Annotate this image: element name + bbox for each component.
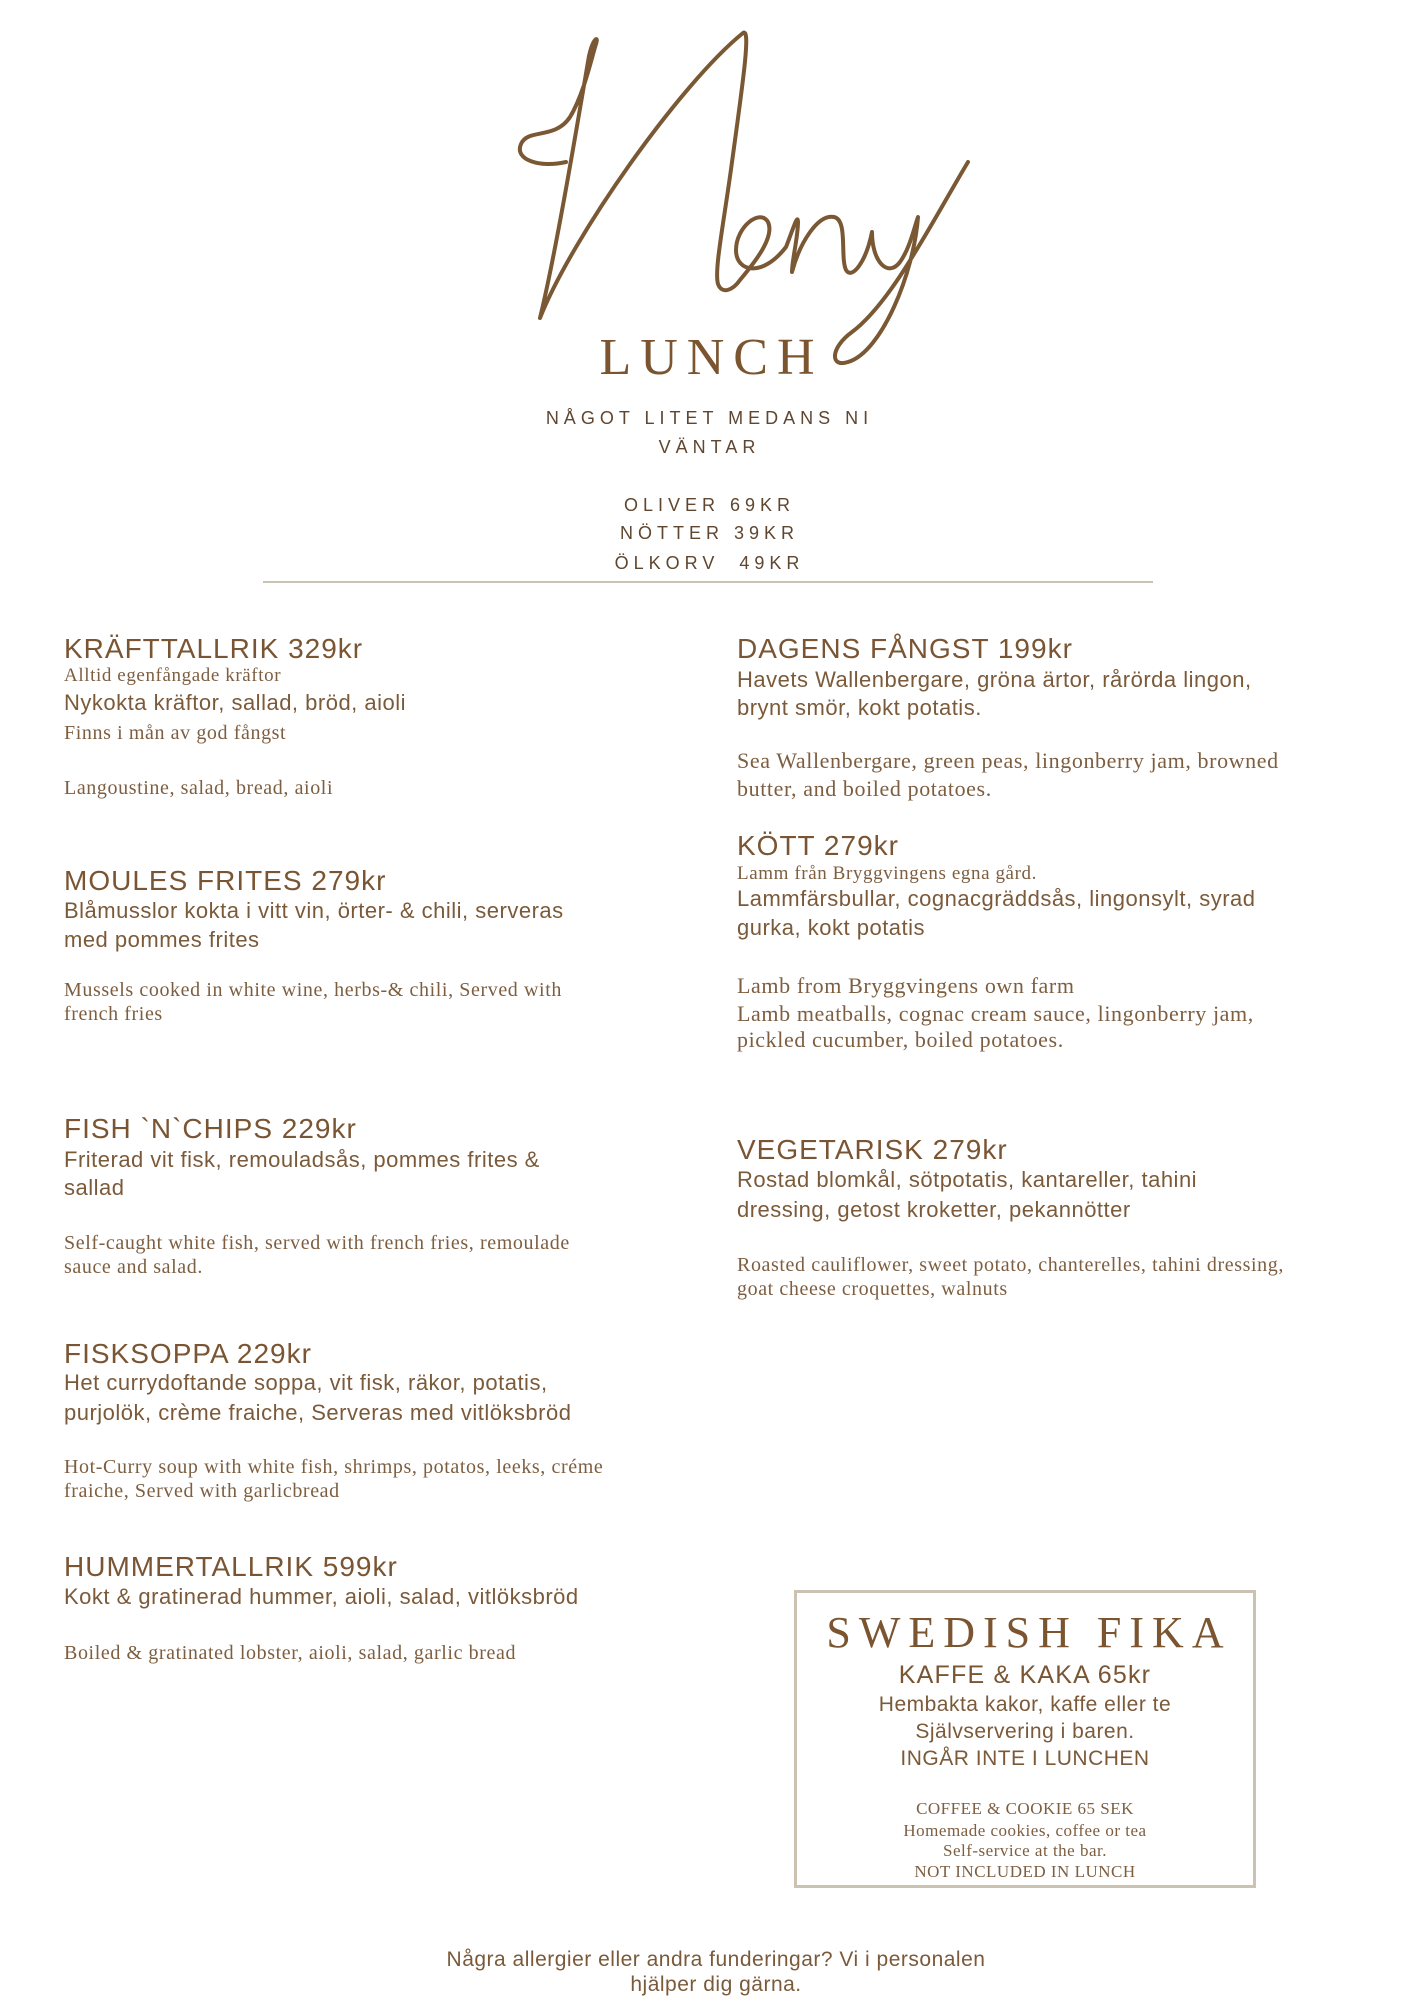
menu-item-description-en: Mussels cooked in white wine, herbs-& chili, Served with <box>64 979 562 1001</box>
snack-item: NÖTTER 39KR <box>619 523 800 543</box>
menu-item-description-en: Langoustine, salad, bread, aioli <box>64 777 334 799</box>
swedish-fika-box <box>794 1590 1256 1888</box>
menu-item-heading: MOULES FRITES 279kr <box>64 865 387 896</box>
menu-item-heading: DAGENS FÅNGST 199kr <box>737 633 1073 664</box>
fika-description-en: Self-service at the bar. <box>943 1841 1107 1860</box>
menu-item-description-en: Roasted cauliflower, sweet potato, chanterelles, tahini dressing, <box>737 1254 1284 1276</box>
menu-item-description-en: butter, and boiled potatoes. <box>737 776 992 801</box>
menu-item-description-en: fraiche, Served with garlicbread <box>64 1480 340 1502</box>
meny-script-logo <box>500 22 1000 374</box>
menu-item-description-en: Hot-Curry soup with white fish, shrimps, potatos, leeks, créme <box>64 1456 604 1478</box>
menu-item-description-sv: Kokt & gratinerad hummer, aioli, salad, vitlöksbröd <box>64 1584 579 1609</box>
menu-item-vegetarisk <box>737 1134 1377 1304</box>
menu-item-description-sv: sallad <box>64 1175 125 1200</box>
menu-item-hummertallrik <box>64 1551 684 1667</box>
menu-item-description-en: french fries <box>64 1003 163 1025</box>
menu-item-description-sv: med pommes frites <box>64 927 260 952</box>
menu-item-heading: HUMMERTALLRIK 599kr <box>64 1551 398 1582</box>
menu-item-description-sv: Friterad vit fisk, remouladsås, pommes frites & <box>64 1147 540 1172</box>
fika-description-en: COFFEE & COOKIE 65 SEK <box>916 1799 1134 1818</box>
menu-item-description-en: goat cheese croquettes, walnuts <box>737 1278 1008 1300</box>
snack-item: OLIVER 69KR <box>623 495 796 515</box>
fika-title: SWEDISH FIKA <box>826 1608 1232 1657</box>
menu-item-heading: FISKSOPPA 229kr <box>64 1338 312 1369</box>
meny-script-stroke <box>520 33 968 364</box>
menu-item-heading: VEGETARISK 279kr <box>737 1134 1008 1165</box>
menu-item-description-en: Lamb meatballs, cognac cream sauce, lingonberry jam, <box>737 1001 1254 1026</box>
menu-item-description-sv: Nykokta kräftor, sallad, bröd, aioli <box>64 690 407 715</box>
menu-item-description-sv: gurka, kokt potatis <box>737 915 926 940</box>
header-divider <box>263 581 1153 583</box>
footer-allergy-note: Några allergier eller andra funderingar? Vi i personalen <box>446 1948 986 1971</box>
menu-item-heading: KÖTT 279kr <box>737 830 899 861</box>
menu-item-note: Alltid egenfångade kräftor <box>64 665 282 686</box>
menu-item-description-sv: Rostad blomkål, sötpotatis, kantareller, tahini <box>737 1167 1198 1192</box>
menu-item-note: Lamm från Bryggvingens egna gård. <box>737 863 1037 884</box>
menu-item-description-sv: brynt smör, kokt potatis. <box>737 695 982 720</box>
footer-allergy-note: hjälper dig gärna. <box>630 1973 802 1996</box>
menu-item-description-en: pickled cucumber, boiled potatoes. <box>737 1027 1064 1052</box>
menu-item-description-sv: Blåmusslor kokta i vitt vin, örter- & chili, serveras <box>64 898 564 923</box>
menu-item-description-en: Lamb from Bryggvingens own farm <box>737 973 1075 998</box>
menu-item-description-sv: Lammfärsbullar, cognacgräddsås, lingonsylt, syrad <box>737 886 1256 911</box>
fika-description-sv: Hembakta kakor, kaffe eller te <box>878 1693 1172 1716</box>
intro-line: NÅGOT LITET MEDANS NI <box>545 408 874 428</box>
page-title: LUNCH <box>599 329 824 386</box>
snack-item: ÖLKORV 49KR <box>614 553 805 573</box>
menu-item-heading: KRÄFTTALLRIK 329kr <box>64 633 364 664</box>
fika-description-en: Homemade cookies, coffee or tea <box>903 1821 1147 1840</box>
menu-item-description-sv: Havets Wallenbergare, gröna ärtor, rårörda lingon, <box>737 667 1252 692</box>
menu-item-description-en: Sea Wallenbergare, green peas, lingonberry jam, browned <box>737 748 1279 773</box>
menu-item-description-en: sauce and salad. <box>64 1256 203 1278</box>
menu-item-description-en: Boiled & gratinated lobster, aioli, salad, garlic bread <box>64 1642 517 1664</box>
menu-item-heading: FISH `N`CHIPS 229kr <box>64 1113 357 1144</box>
menu-item-moules-frites <box>64 865 684 1030</box>
menu-item-note: Finns i mån av god fångst <box>64 722 287 744</box>
menu-item-description-sv: Het currydoftande soppa, vit fisk, räkor, potatis, <box>64 1370 548 1395</box>
fika-description-sv: Självservering i baren. <box>915 1720 1135 1743</box>
fika-heading: KAFFE & KAKA 65kr <box>898 1661 1152 1689</box>
menu-item-description-sv: dressing, getost kroketter, pekannötter <box>737 1197 1131 1222</box>
menu-item-fisksoppa <box>64 1338 684 1506</box>
fika-description-en: NOT INCLUDED IN LUNCH <box>914 1862 1136 1881</box>
menu-item-description-sv: purjolök, crème fraiche, Serveras med vitlöksbröd <box>64 1400 572 1425</box>
intro-line: VÄNTAR <box>658 437 761 457</box>
menu-item-kott <box>737 830 1377 1056</box>
menu-item-fish-n-chips <box>64 1113 684 1283</box>
fika-description-sv: INGÅR INTE I LUNCHEN <box>900 1747 1150 1770</box>
menu-item-dagens-fangst <box>737 633 1377 805</box>
menu-item-krafttallrik <box>64 633 684 803</box>
menu-item-description-en: Self-caught white fish, served with french fries, remoulade <box>64 1232 570 1254</box>
